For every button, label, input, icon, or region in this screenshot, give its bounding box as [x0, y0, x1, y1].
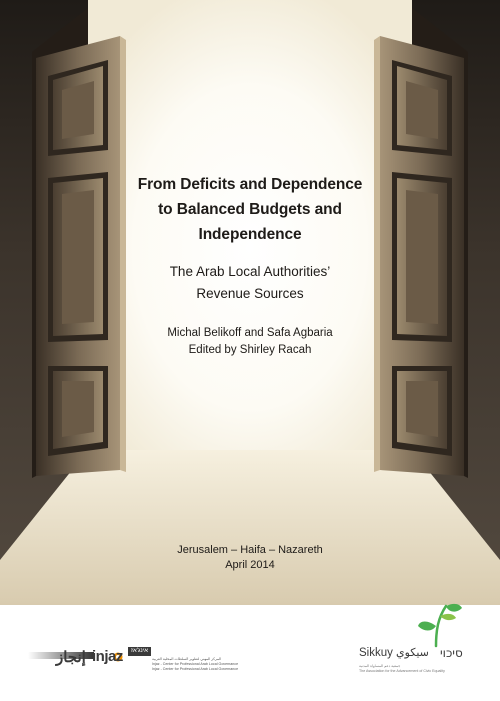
- editor-line: Edited by Shirley Racah: [188, 344, 312, 356]
- subtitle-line-2: Revenue Sources: [196, 286, 304, 301]
- authors: [0, 325, 500, 359]
- publication-places: Jerusalem – Haifa – Nazareth: [177, 544, 323, 556]
- injaz-desc-line-3: Injaz - Center for Professional Arab Local Governance: [152, 667, 239, 671]
- injaz-desc-line-1: المركز المهني لتطوير السلطات المحلية العربية: [152, 657, 222, 661]
- book-subtitle: [0, 261, 500, 305]
- injaz-logo-word: injaz: [92, 648, 123, 665]
- sikkuy-latin-name: Sikkuy: [359, 647, 393, 659]
- publication-info: [0, 543, 500, 573]
- subtitle-line-1: The Arab Local Authorities’: [169, 264, 331, 279]
- book-title: [0, 172, 500, 247]
- sikkuy-arabic-name: سيكوي: [396, 646, 429, 659]
- sikkuy-hebrew-name: סיכוי: [440, 646, 463, 660]
- authors-line: Michal Belikoff and Safa Agbaria: [167, 327, 333, 339]
- injaz-hebrew-name: אינג'אז: [128, 647, 151, 656]
- title-line-2: to Balanced Budgets and: [158, 201, 342, 218]
- sikkuy-desc-line-1: جمعية دعم المساواة المدنية: [359, 664, 401, 668]
- title-line-1: From Deficits and Dependence: [137, 176, 363, 193]
- injaz-desc-line-2: Injaz - Center for Professional Arab Local Governance: [152, 662, 239, 666]
- title-line-3: Independence: [198, 226, 302, 243]
- sikkuy-desc-line-2: The Association for the Advancement of Civic Equality: [359, 669, 445, 673]
- injaz-arabic-name: إنجاز: [56, 649, 86, 666]
- publication-date: April 2014: [225, 559, 275, 571]
